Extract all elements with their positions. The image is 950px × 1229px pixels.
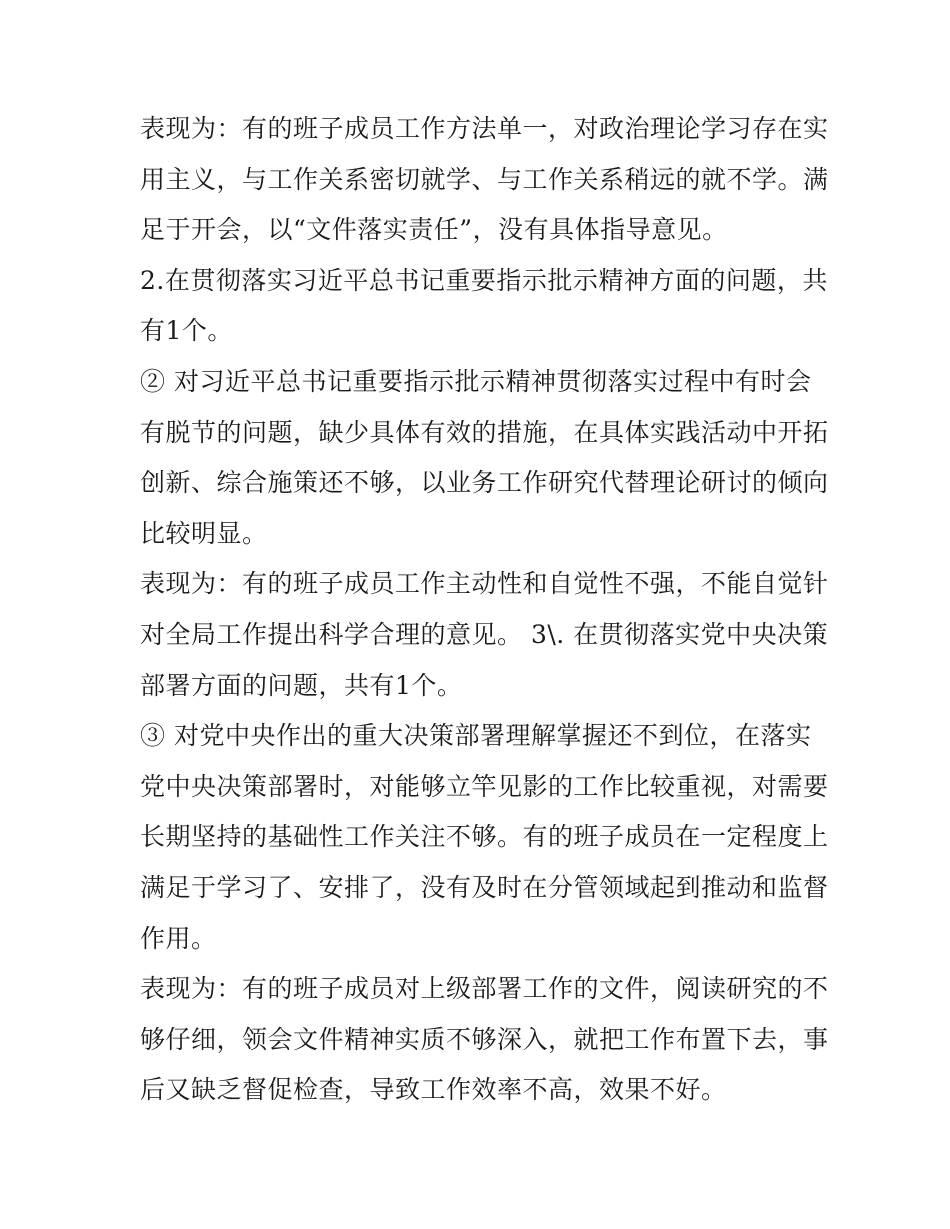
text-line: ③ 对党中央作出的重大决策部署理解掌握还不到位，在落实 xyxy=(140,721,812,751)
text-line: 党中央决策部署时，对能够立竿见影的工作比较重视，对需要 xyxy=(140,771,829,801)
paragraph-performance-3 xyxy=(140,964,829,1116)
paragraph-issue-2-detail xyxy=(140,357,829,559)
paragraph-issue-2-heading xyxy=(140,256,828,357)
text-line: 长期坚持的基础性工作关注不够。有的班子成员在一定程度上 xyxy=(140,822,829,852)
text-line: 满足于学习了、安排了，没有及时在分管领域起到推动和监督 xyxy=(140,872,829,902)
text-line: 创新、综合施策还不够，以业务工作研究代替理论研讨的倾向 xyxy=(140,468,829,498)
text-line: 表现为：有的班子成员工作方法单一，对政治理论学习存在实 xyxy=(140,114,829,143)
text-line: 部署方面的问题，共有1个。 xyxy=(140,670,463,700)
paragraph-performance-1 xyxy=(140,104,829,256)
paragraph-issue-3-detail xyxy=(140,711,829,964)
text-line: 2.在贯彻落实习近平总书记重要指示批示精神方面的问题，共 xyxy=(140,265,828,295)
text-line: 对全局工作提出科学合理的意见。 3\. 在贯彻落实党中央决策 xyxy=(140,619,829,649)
text-line: 作用。 xyxy=(140,923,217,953)
text-line: 表现为：有的班子成员对上级部署工作的文件，阅读研究的不 xyxy=(140,974,829,1004)
text-line: ② 对习近平总书记重要指示批示精神贯彻落实过程中有时会 xyxy=(140,366,812,396)
text-line: 比较明显。 xyxy=(140,518,268,548)
text-line: 有脱节的问题，缺少具体有效的措施，在具体实践活动中开拓 xyxy=(140,417,829,447)
document-body xyxy=(140,104,829,1116)
text-line: 用主义，与工作关系密切就学、与工作关系稍远的就不学。满 xyxy=(140,164,829,194)
text-line: 表现为：有的班子成员工作主动性和自觉性不强，不能自觉针 xyxy=(140,569,829,599)
text-line: 足于开会，以“文件落实责任”，没有具体指导意见。 xyxy=(140,215,728,245)
text-line: 够仔细，领会文件精神实质不够深入，就把工作布置下去，事 xyxy=(140,1024,829,1054)
paragraph-performance-2 xyxy=(140,559,829,711)
text-line: 有1个。 xyxy=(140,316,233,346)
text-line: 后又缺乏督促检查，导致工作效率不高，效果不好。 xyxy=(140,1075,727,1105)
